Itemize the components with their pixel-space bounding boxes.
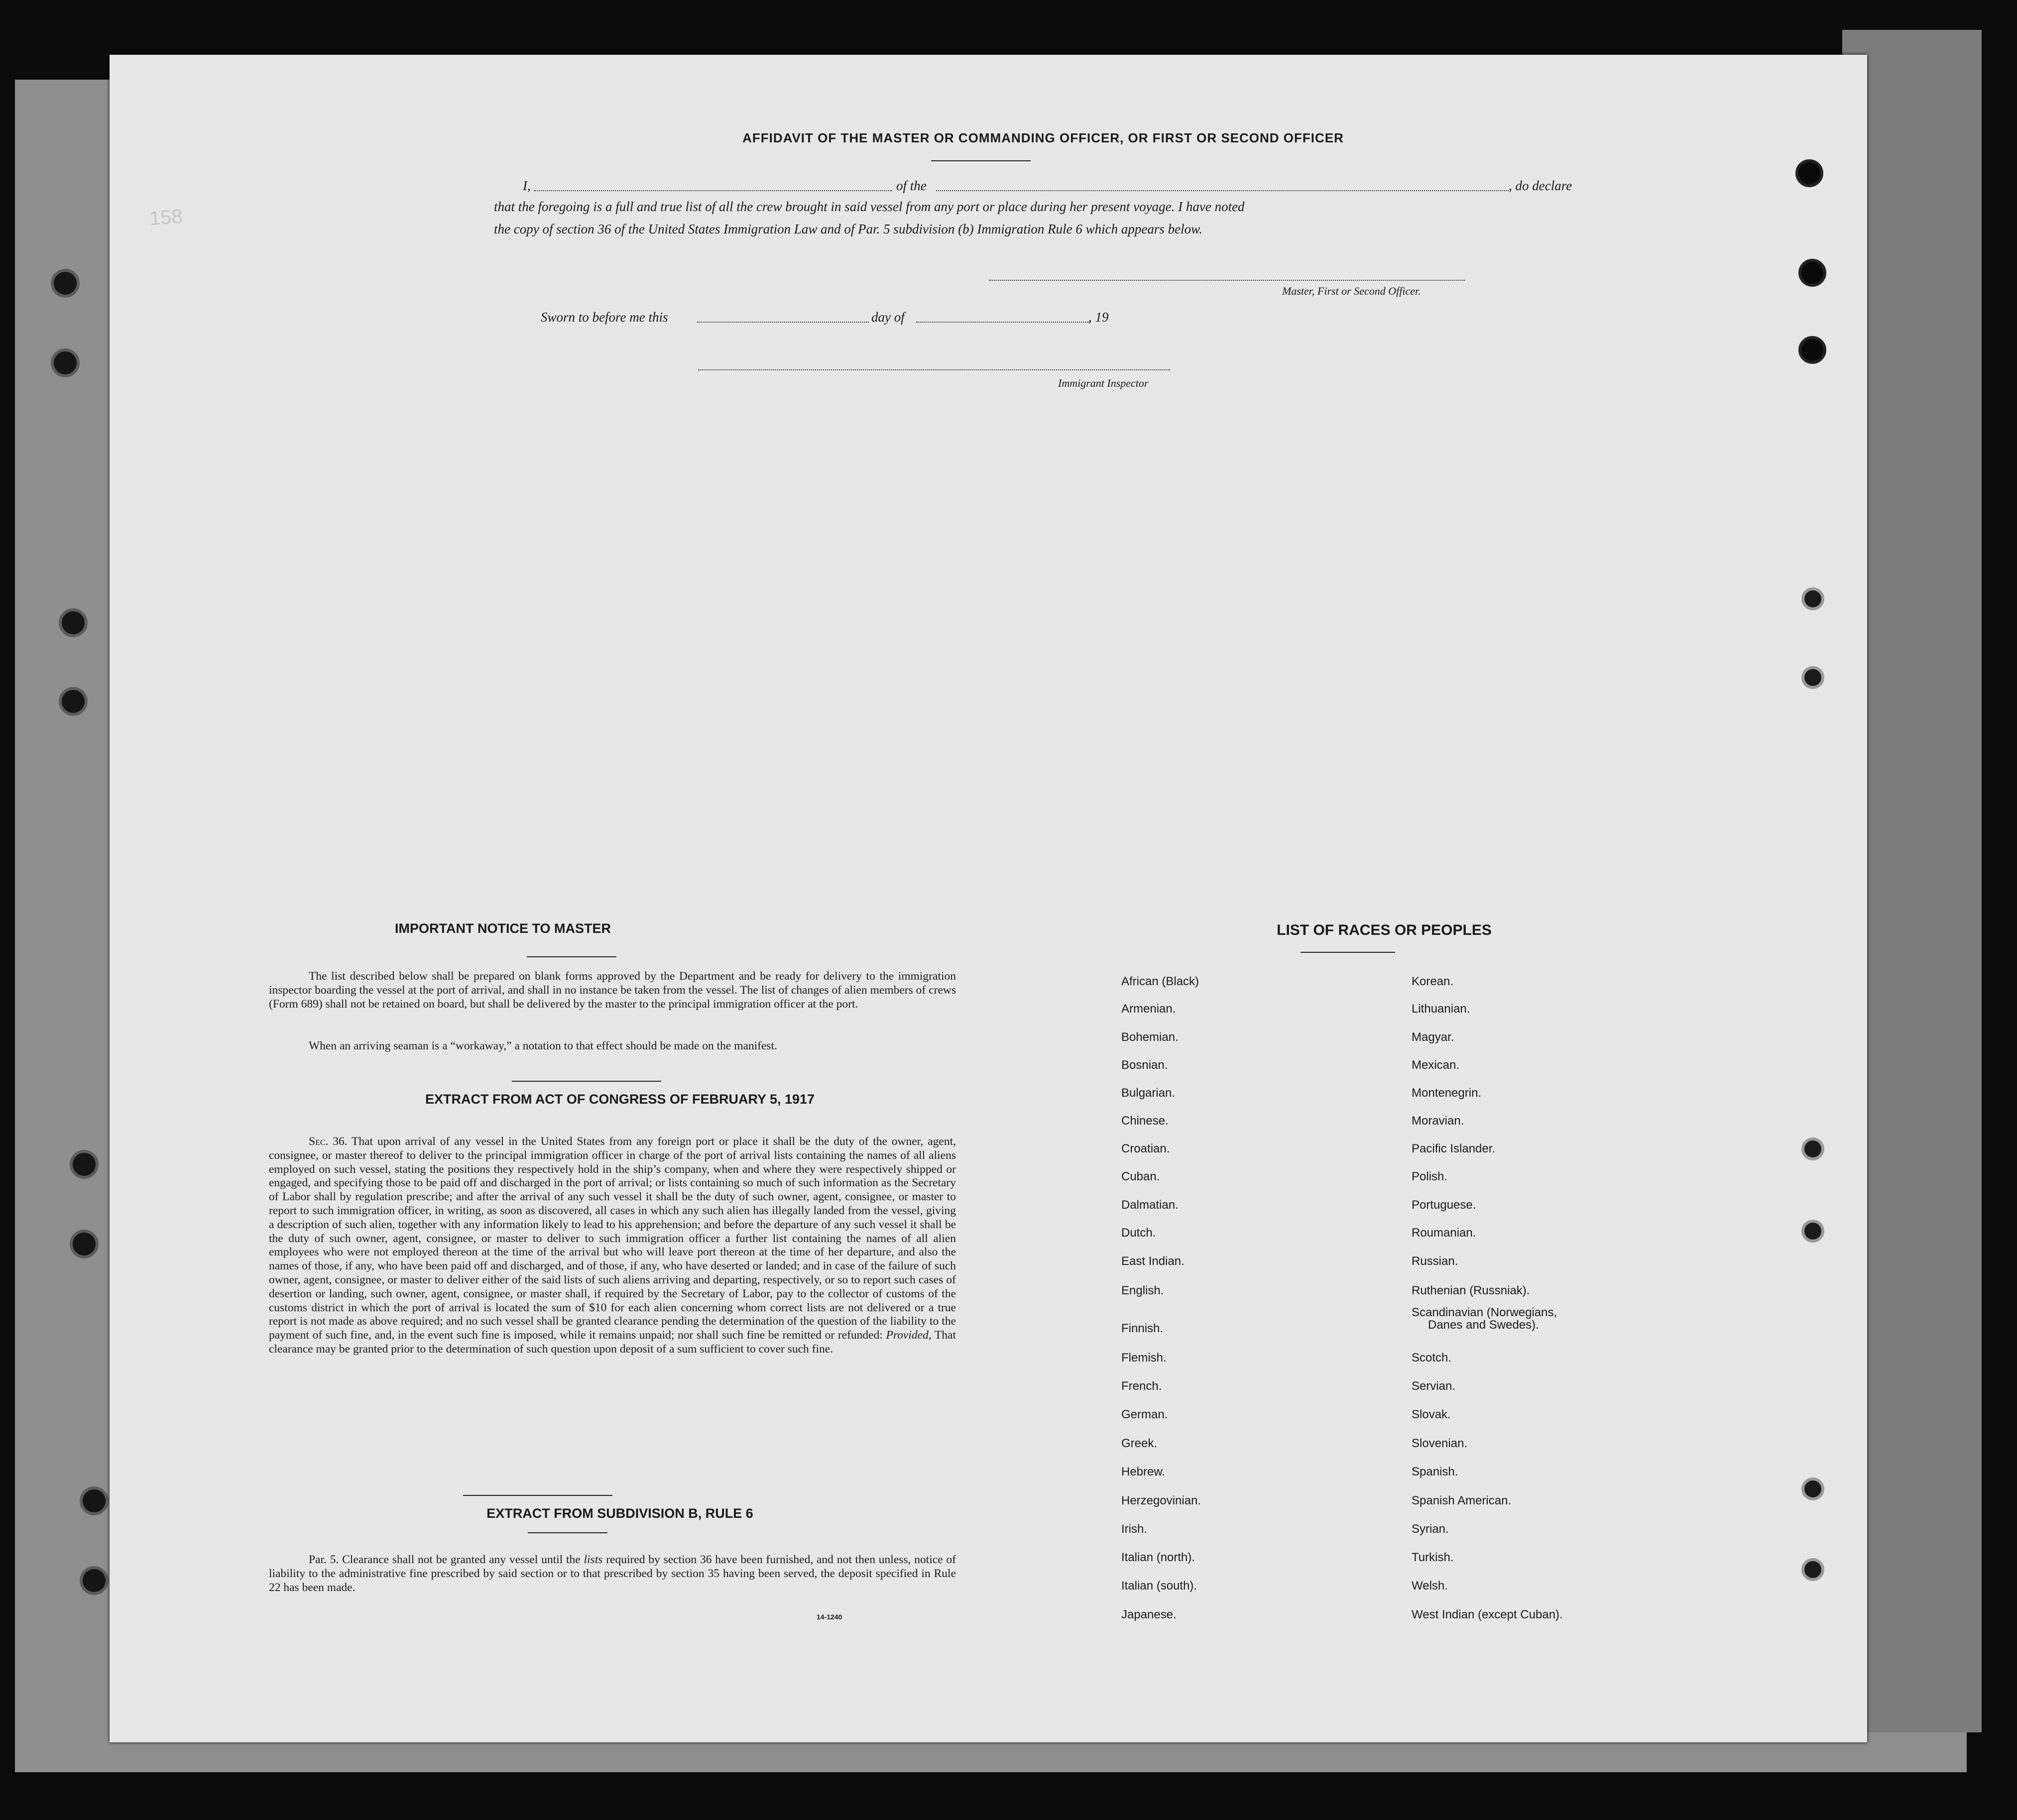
race-left-item: Italian (north). xyxy=(1121,1551,1195,1564)
race-left-item: Bosnian. xyxy=(1121,1058,1168,1072)
race-right-item: Syrian. xyxy=(1412,1522,1449,1536)
master-signature-field[interactable] xyxy=(989,280,1465,281)
race-left-item: Hebrew. xyxy=(1121,1465,1166,1479)
punch-hole-icon xyxy=(1801,587,1824,610)
notice-paragraph-1-text: The list described below shall be prepared on blank forms approved by the Department and be ready for delivery to the immigration inspector boarding the vessel at the port of arrival, and shall in no instance be taken from the vessel. The list of changes of alien members of crews (Form 689) shall not be retained on board, but shall be delivered by the master to the principal immigration officer at the port. xyxy=(269,970,956,1011)
notice-paragraph-2-text: When an arriving seaman is a “workaway,” a notation to that effect should be made on the manifest. xyxy=(309,1039,777,1052)
vessel-field[interactable] xyxy=(936,190,1509,191)
race-right-item: Mexican. xyxy=(1412,1058,1460,1072)
race-left-item: English. xyxy=(1121,1284,1164,1297)
race-right-item-continued: Danes and Swedes). xyxy=(1428,1318,1539,1332)
punch-hole-icon xyxy=(1801,1478,1824,1500)
extract-rule-text-b: required by section 36 have been furnished, and not then unless, notice of liability to the administrative fine prescribed by said section or to that prescribed by section 35 having been served, the deposit specified in Rule 22 has been made. xyxy=(269,1553,956,1594)
extract-rule-title-rule xyxy=(528,1532,607,1533)
race-right-item: Pacific Islander. xyxy=(1412,1142,1496,1155)
race-right-item: Slovenian. xyxy=(1412,1437,1468,1450)
race-left-item: Japanese. xyxy=(1121,1608,1177,1621)
extract-rule-text xyxy=(269,1553,956,1594)
race-left-item: Dutch. xyxy=(1121,1226,1156,1240)
notice-paragraph-1 xyxy=(269,970,956,1011)
race-right-item: Servian. xyxy=(1412,1379,1456,1393)
race-right-item: Ruthenian (Russniak). xyxy=(1412,1284,1530,1297)
race-left-item: Irish. xyxy=(1121,1522,1148,1536)
race-right-item: Lithuanian. xyxy=(1412,1002,1470,1016)
binder-hole-icon xyxy=(59,687,88,716)
binder-hole-icon xyxy=(51,269,80,298)
affidavit-declare: , do declare xyxy=(1509,178,1572,193)
race-right-item: Roumanian. xyxy=(1412,1226,1476,1240)
year-text: , 19 xyxy=(1088,310,1109,325)
affidavit-title-rule xyxy=(931,160,1031,161)
race-right-item: Scandinavian (Norwegians, xyxy=(1412,1306,1557,1319)
extract-act-text xyxy=(269,1135,956,1357)
race-right-item: Magyar. xyxy=(1412,1030,1454,1044)
punch-hole-icon xyxy=(1795,159,1823,187)
race-right-item: Montenegrin. xyxy=(1412,1086,1482,1100)
race-right-item: West Indian (except Cuban). xyxy=(1412,1608,1563,1621)
race-right-item: Welsh. xyxy=(1412,1579,1448,1592)
punch-hole-icon xyxy=(1798,336,1826,364)
affidavit-line-3: the copy of section 36 of the United States Immigration Law and of Par. 5 subdivision (b) Immigration Rule 6 which appears below. xyxy=(494,222,1202,236)
races-title: LIST OF RACES OR PEOPLES xyxy=(1277,922,1492,938)
extract-act-title: EXTRACT FROM ACT OF CONGRESS OF FEBRUARY 5, 1917 xyxy=(425,1092,815,1107)
race-left-item: French. xyxy=(1121,1379,1162,1393)
race-left-item: Croatian. xyxy=(1121,1142,1170,1155)
race-right-item: Portuguese. xyxy=(1412,1198,1476,1212)
race-left-item: Armenian. xyxy=(1121,1002,1176,1016)
punch-hole-icon xyxy=(1801,1220,1824,1243)
extract-rule-text-a: Par. 5. Clearance shall not be granted any vessel until the xyxy=(309,1553,581,1566)
race-right-item: Turkish. xyxy=(1412,1551,1454,1564)
affidavit-of-the: of the xyxy=(896,178,927,193)
binder-hole-icon xyxy=(80,1486,109,1515)
race-right-item: Scotch. xyxy=(1412,1351,1452,1365)
notice-divider xyxy=(512,1081,661,1082)
bleed-page-number: 158 xyxy=(148,205,184,230)
notice-title: IMPORTANT NOTICE TO MASTER xyxy=(395,921,611,936)
master-signature-label: Master, First or Second Officer. xyxy=(1282,285,1421,297)
race-right-item: Russian. xyxy=(1412,1254,1458,1268)
affidavit-i: I, xyxy=(523,178,531,193)
sworn-day-field[interactable] xyxy=(697,322,869,323)
race-right-item: Moravian. xyxy=(1412,1114,1464,1128)
race-right-item: Spanish. xyxy=(1412,1465,1458,1479)
inspector-signature-field[interactable] xyxy=(698,369,1170,370)
sworn-month-field[interactable] xyxy=(916,322,1089,323)
affidavit-line-2: that the foregoing is a full and true list of all the crew brought in said vessel from any port or place during her present voyage. I have noted xyxy=(494,199,1245,214)
punch-hole-icon xyxy=(1801,1558,1824,1581)
binder-hole-icon xyxy=(80,1566,109,1595)
binder-hole-icon xyxy=(59,608,88,637)
binder-hole-icon xyxy=(70,1230,99,1258)
extract-rule-lists: lists xyxy=(584,1553,603,1566)
race-left-item: Dalmatian. xyxy=(1121,1198,1179,1212)
race-left-item: Chinese. xyxy=(1121,1114,1169,1128)
race-left-item: Finnish. xyxy=(1121,1322,1164,1335)
form-number: 14-1240 xyxy=(817,1613,842,1621)
name-field[interactable] xyxy=(534,190,892,191)
inspector-label: Immigrant Inspector xyxy=(1058,377,1149,389)
manifest-page xyxy=(110,55,1867,1742)
race-left-item: East Indian. xyxy=(1121,1254,1185,1268)
extract-act-divider xyxy=(463,1495,612,1496)
day-of-text: day of xyxy=(871,310,905,325)
punch-hole-icon xyxy=(1801,666,1824,689)
extract-rule-title: EXTRACT FROM SUBDIVISION B, RULE 6 xyxy=(486,1506,753,1521)
extract-act-body: That upon arrival of any vessel in the United States from any foreign port or place it shall be the duty of the owner, agent, consignee, or master thereof to deliver to the principal immigration officer in charge of the port of arrival lists containing the names of all aliens employed on such vessel, stating the positions they respectively hold in the ship’s company, when and where they were respectively shipped or engaged, and specifying those to be paid off and discharged in the port of arrival; or lists containing so much of such information as the Secretary of Labor shall by regulation prescribe; and after the arrival of any such vessel it shall be the duty of such owner, agent, consignee, or master to report to such immigration officer, in writing, as soon as discovered, all cases in which any such alien has illegally landed from the vessel, giving a description of such alien, together with any information likely to lead to his apprehension; and before the departure of any such vessel it shall be the duty of such owner, agent, consignee, or master to deliver to such immigration officer a further list containing the names of all alien employees who were not employed thereon at the time of the arrival but who will leave port thereon at the time of her departure, and also the names of those, if any, who have been paid off and discharged, and of those, if any, who have deserted or landed; and in case of the failure of such owner, agent, consignee, or master to deliver either of the said lists of such aliens arriving and departing, respectively, or so to report such cases of desertion or landing, such owner, agent, consignee, or master shall, if required by the Secretary of Labor, pay to the collector of customs of the customs district in which the port of arrival is located the sum of $10 for each alien concerning whom correct lists are not delivered or a true report is not made as above required; and no such vessel shall be granted clearance pending the determination of the question of the liability to the payment of such fine, and, in the event such fine is imposed, while it remains unpaid; nor shall such fine be remitted or refunded: xyxy=(269,1135,956,1342)
race-left-item: Herzegovinian. xyxy=(1121,1494,1201,1507)
races-title-rule xyxy=(1301,952,1395,953)
race-left-item: Italian (south). xyxy=(1121,1579,1197,1592)
race-right-item: Polish. xyxy=(1412,1170,1448,1183)
affidavit-title: AFFIDAVIT OF THE MASTER OR COMMANDING OFFICER, OR FIRST OR SECOND OFFICER xyxy=(742,130,1344,145)
race-left-item: African (Black) xyxy=(1121,975,1199,988)
notice-title-rule xyxy=(527,956,616,957)
race-right-item: Korean. xyxy=(1412,975,1454,988)
binder-hole-icon xyxy=(70,1150,99,1179)
race-left-item: Bohemian. xyxy=(1121,1030,1179,1044)
extract-act-body-end: That clearance may be granted prior to the determination of such question upon deposit of a sum sufficient to cover such fine. xyxy=(269,1329,956,1356)
punch-hole-icon xyxy=(1798,259,1826,287)
race-left-item: Bulgarian. xyxy=(1121,1086,1176,1100)
notice-paragraph-2 xyxy=(269,1039,956,1053)
race-left-item: German. xyxy=(1121,1408,1168,1421)
extract-act-sec-label: Sec. 36. xyxy=(309,1135,348,1148)
race-right-item: Slovak. xyxy=(1412,1408,1451,1421)
punch-hole-icon xyxy=(1801,1138,1824,1160)
race-left-item: Flemish. xyxy=(1121,1351,1167,1365)
binder-hole-icon xyxy=(51,348,80,377)
race-left-item: Greek. xyxy=(1121,1437,1158,1450)
race-left-item: Cuban. xyxy=(1121,1170,1160,1183)
extract-act-provided: Provided, xyxy=(886,1329,932,1342)
sworn-text: Sworn to before me this xyxy=(541,310,668,325)
race-right-item: Spanish American. xyxy=(1412,1494,1512,1507)
